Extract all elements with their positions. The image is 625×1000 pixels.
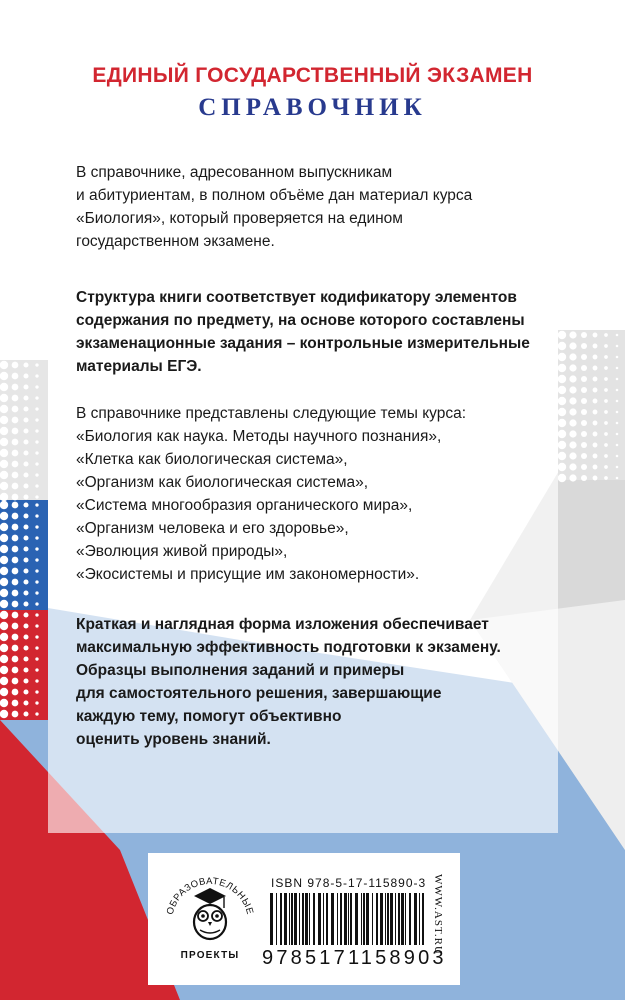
text-line: В справочнике, адресованном выпускникам xyxy=(76,164,393,181)
topic-item: «Система многообразия органического мира», xyxy=(76,497,413,514)
text-line: экзаменационные задания – контрольные измерительные xyxy=(76,335,530,352)
logo-bottom-text: ПРОЕКТЫ xyxy=(180,950,240,961)
text-line: государственном экзамене. xyxy=(76,233,275,250)
exam-title: ЕДИНЫЙ ГОСУДАРСТВЕННЫЙ ЭКЗАМЕН xyxy=(92,64,533,87)
topic-item: «Эволюция живой природы», xyxy=(76,543,288,560)
text-line: содержания по предмету, на основе которого составлены xyxy=(76,312,525,329)
text-line: В справочнике представлены следующие темы курса: xyxy=(76,405,467,422)
publisher-logo xyxy=(160,860,260,970)
text-line: Краткая и наглядная форма изложения обеспечивает xyxy=(76,616,489,633)
topic-item: «Организм как биологическая система», xyxy=(76,474,369,491)
topic-item: «Клетка как биологическая система», xyxy=(76,451,348,468)
book-type-title: СПРАВОЧНИК xyxy=(198,94,427,121)
text-line: максимальную эффективность подготовки к экзамену. xyxy=(76,639,501,656)
topic-item: «Организм человека и его здоровье», xyxy=(76,520,349,537)
isbn-text: ISBN 978-5-17-115890-3 xyxy=(271,876,427,890)
barcode-number: 9785171158903 xyxy=(262,947,447,969)
topics-paragraph xyxy=(76,402,546,586)
barcode xyxy=(268,893,428,945)
topic-item: «Экосистемы и присущие им закономерности». xyxy=(76,566,420,583)
owl-icon xyxy=(194,888,226,939)
website-url: WWW.AST.RU xyxy=(432,874,444,955)
summary-paragraph xyxy=(76,613,546,751)
text-line: оценить уровень знаний. xyxy=(76,731,271,748)
text-line: каждую тему, помогут объективно xyxy=(76,708,342,725)
logo-arc-text: ОБРАЗОВАТЕЛЬНЫЕ xyxy=(164,875,256,917)
text-line: Структура книги соответствует кодификатору элементов xyxy=(76,289,517,306)
text-line: материалы ЕГЭ. xyxy=(76,358,202,375)
intro-paragraph xyxy=(76,161,546,253)
text-line: и абитуриентам, в полном объёме дан материал курса xyxy=(76,187,473,204)
text-line: Образцы выполнения заданий и примеры xyxy=(76,662,405,679)
topic-item: «Биология как наука. Методы научного познания», xyxy=(76,428,442,445)
text-line: «Биология», который проверяется на едином xyxy=(76,210,403,227)
text-line: для самостоятельного решения, завершающие xyxy=(76,685,442,702)
structure-paragraph xyxy=(76,286,546,378)
header xyxy=(0,64,625,122)
